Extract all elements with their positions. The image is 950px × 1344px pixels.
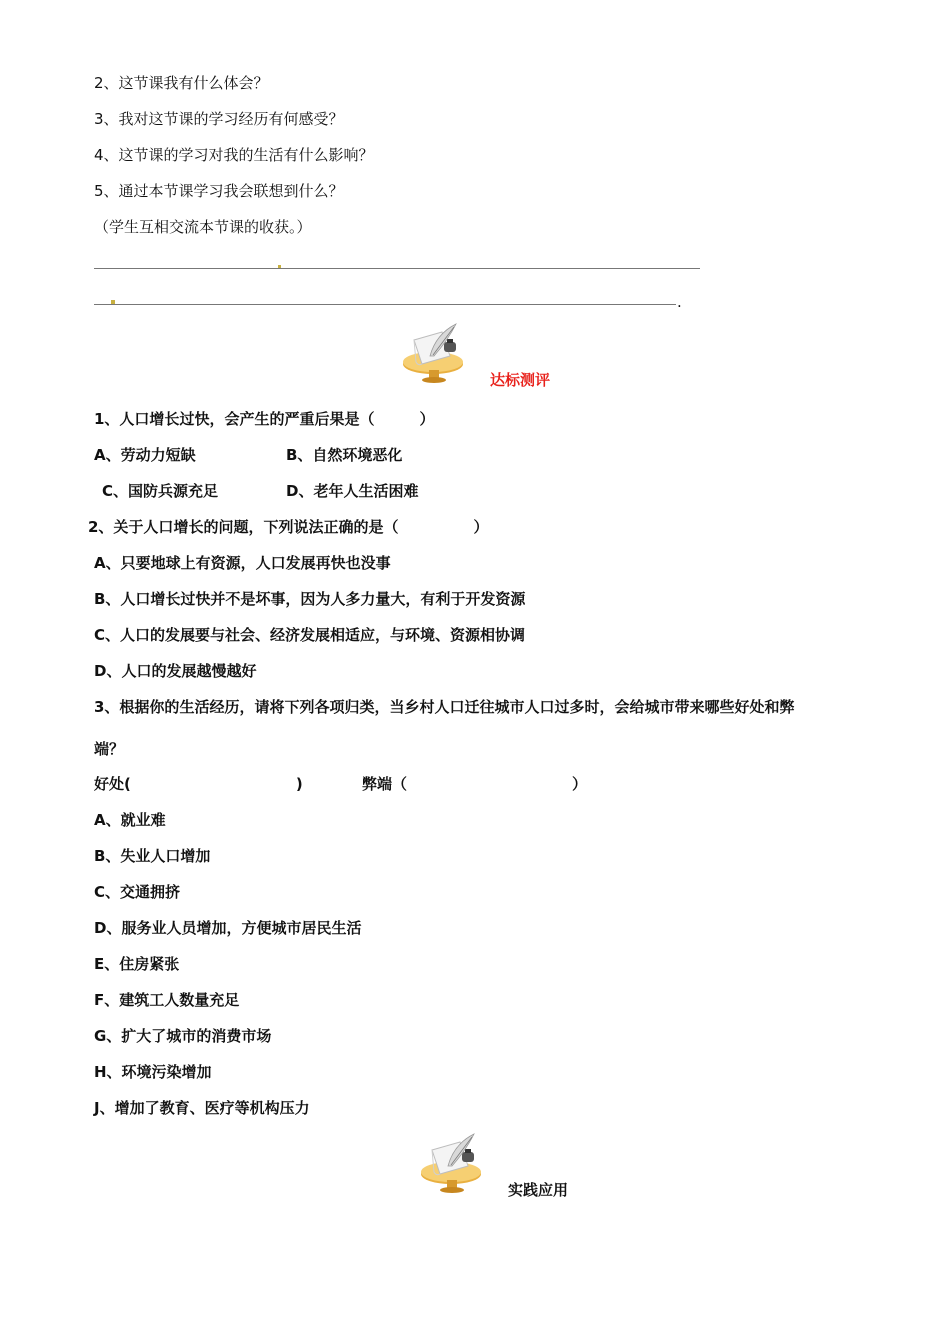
q3-item: G、扩大了城市的消费市场 bbox=[94, 1027, 272, 1045]
q3-item: C、交通拥挤 bbox=[94, 883, 181, 901]
section-title-assessment: 达标测评 bbox=[490, 371, 551, 389]
reflection-q2: 2、这节课我有什么体会？ bbox=[94, 74, 269, 92]
q2-option-c: C、人口的发展要与社会、经济发展相适应，与环境、资源相协调 bbox=[94, 626, 526, 644]
q3-stem-line2: 端？ bbox=[94, 740, 125, 758]
reflection-q3: 3、我对这节课的学习经历有何感受？ bbox=[94, 110, 344, 128]
q3-item: H、环境污染增加 bbox=[94, 1063, 212, 1081]
reflection-q5: 5、通过本节课学习我会联想到什么？ bbox=[94, 182, 344, 200]
q3-drawback-blank: 弊端（ ） bbox=[362, 775, 588, 793]
decor-dot bbox=[111, 300, 115, 304]
q3-benefit-blank: 好处( ) bbox=[94, 775, 303, 793]
q3-item: B、失业人口增加 bbox=[94, 847, 211, 865]
reflection-q4: 4、这节课的学习对我的生活有什么影响？ bbox=[94, 146, 374, 164]
q1-option-c: C、国防兵源充足 bbox=[102, 482, 219, 500]
q1-option-d: D、老年人生活困难 bbox=[286, 482, 419, 500]
answer-line-1 bbox=[94, 268, 700, 269]
q3-stem-line1: 3、根据你的生活经历，请将下列各项归类，当乡村人口迁往城市人口过多时，会给城市带来哪些好处和弊 bbox=[94, 698, 795, 716]
q3-item: J、增加了教育、医疗等机构压力 bbox=[94, 1099, 310, 1117]
q2-option-b: B、人口增长过快并不是坏事，因为人多力量大，有利于开发资源 bbox=[94, 590, 526, 608]
q2-option-d: D、人口的发展越慢越好 bbox=[94, 662, 257, 680]
q3-item: A、就业难 bbox=[94, 811, 166, 829]
q2-stem: 2、关于人口增长的问题，下列说法正确的是（ ） bbox=[88, 518, 489, 536]
q1-stem: 1、人口增长过快，会产生的严重后果是（ ） bbox=[94, 410, 435, 428]
decor-dot bbox=[278, 265, 281, 268]
q2-option-a: A、只要地球上有资源，人口发展再快也没事 bbox=[94, 554, 391, 572]
q3-item: F、建筑工人数量充足 bbox=[94, 991, 240, 1009]
quill-scroll-icon bbox=[400, 322, 470, 384]
section-title-practice: 实践应用 bbox=[508, 1181, 569, 1199]
q1-option-a: A、劳动力短缺 bbox=[94, 446, 196, 464]
q3-item: E、住房紧张 bbox=[94, 955, 180, 973]
answer-line-end: . bbox=[677, 293, 682, 311]
answer-line-2 bbox=[94, 304, 676, 305]
reflection-note: （学生互相交流本节课的收获。） bbox=[94, 218, 312, 236]
q3-item: D、服务业人员增加，方便城市居民生活 bbox=[94, 919, 362, 937]
quill-scroll-icon bbox=[418, 1132, 488, 1194]
q1-option-b: B、自然环境恶化 bbox=[286, 446, 403, 464]
